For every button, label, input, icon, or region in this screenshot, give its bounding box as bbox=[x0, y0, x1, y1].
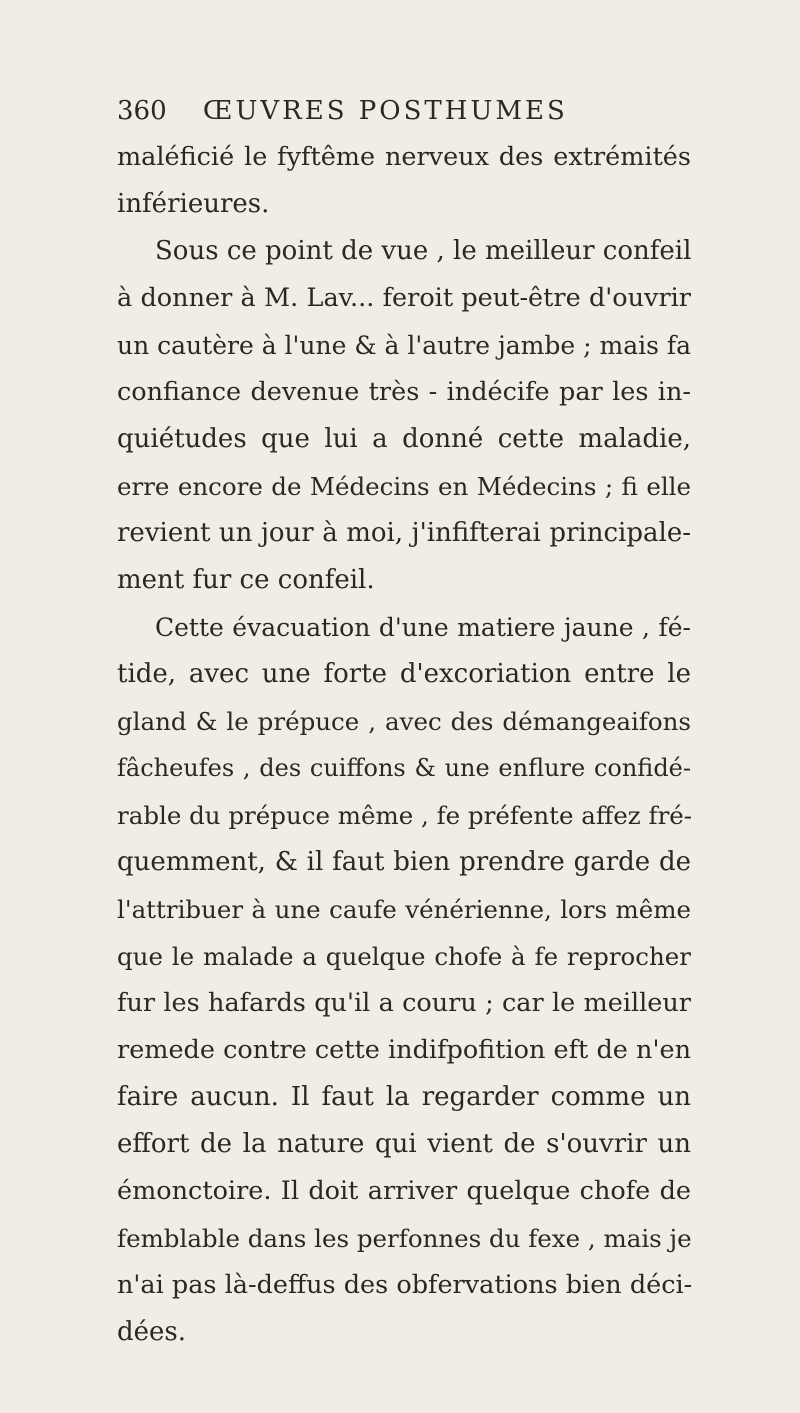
text-line: l'attribuer à une caufe vénérienne, lors même bbox=[117, 895, 691, 924]
text-line: femblable dans les perfonnes du fexe , mais je bbox=[117, 1224, 692, 1253]
text-line: effort de la nature qui vient de s'ouvrir un bbox=[117, 1129, 691, 1159]
text-line: remede contre cette indifpofition eft de n'en bbox=[117, 1035, 691, 1065]
text-line: gland & le prépuce , avec des démangeaifons bbox=[117, 707, 691, 736]
page-number: 360 bbox=[117, 96, 167, 126]
text-line: fâcheufes , des cuiffons & une enflure confidé- bbox=[117, 754, 691, 782]
text-line: maléficié le fyftême nerveux des extrémités bbox=[117, 142, 691, 172]
text-line: un cautère à l'une & à l'autre jambe ; mais fa bbox=[117, 331, 692, 360]
text-line: quiétudes que lui a donné cette maladie, bbox=[117, 424, 691, 454]
text-line: quemment, & il faut bien prendre garde de bbox=[117, 847, 691, 877]
body-text bbox=[117, 134, 691, 1356]
text-line: dées. bbox=[117, 1317, 187, 1347]
text-line: fur les hafards qu'il a couru ; car le meilleur bbox=[117, 988, 691, 1018]
text-line: Sous ce point de vue , le meilleur confeil bbox=[155, 236, 692, 266]
page-header bbox=[117, 94, 677, 128]
text-line: inférieures. bbox=[117, 189, 270, 219]
text-line: tide, avec une forte d'excoriation entre le bbox=[117, 659, 691, 689]
text-line: ment fur ce confeil. bbox=[117, 565, 375, 595]
text-line: confiance devenue très - indécife par les in- bbox=[117, 377, 691, 407]
text-line: revient un jour à moi, j'infifterai principale- bbox=[117, 518, 691, 548]
text-line: erre encore de Médecins en Médecins ; fi elle bbox=[117, 472, 691, 501]
text-line: émonctoire. Il doit arriver quelque chofe de bbox=[117, 1176, 691, 1206]
text-line: Cette évacuation d'une matiere jaune , fé- bbox=[155, 613, 691, 642]
text-line: n'ai pas là-deffus des obfervations bien déci- bbox=[117, 1270, 693, 1300]
text-line: que le malade a quelque chofe à fe reprocher bbox=[117, 942, 691, 971]
running-title: ŒUVRES POSTHUMES bbox=[202, 96, 568, 126]
text-line: rable du prépuce même , fe préfente affez fré- bbox=[117, 801, 693, 830]
text-line: faire aucun. Il faut la regarder comme un bbox=[117, 1082, 691, 1112]
text-line: à donner à M. Lav... feroit peut-être d'ouvrir bbox=[117, 283, 691, 313]
